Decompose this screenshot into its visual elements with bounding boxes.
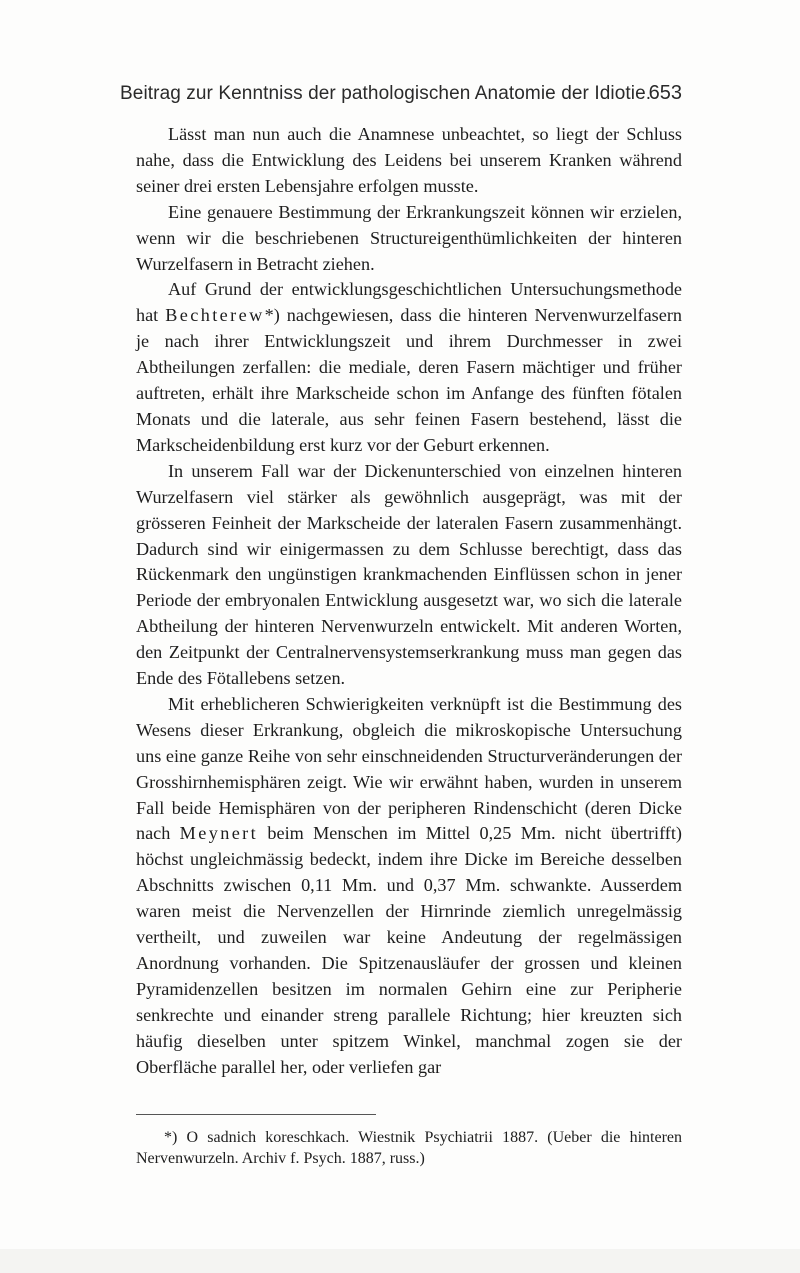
paragraph-text: beim Menschen im Mittel 0,25 Mm. nicht übertrifft) höchst ungleichmässig bedeckt, indem ihre Dicke im Bereiche desselben Abschnitts zwischen 0,11 Mm. und 0,37 Mm. schwankte. Ausserdem waren meist die Nervenzellen der Hirnrinde ziemlich unregelmässig vertheilt, und zuweilen war keine Andeutung der regelmässigen Anordnung vorhanden. Die Spitzenausläufer der grossen und kleinen Pyramidenzellen besitzen im normalen Gehirn eine zur Peripherie senkrechte und einander streng parallele Richtung; hier kreuzten sich häufig dieselben unter spitzem Winkel, manchmal zogen sie der Oberfläche parallel her, oder verliefen gar [136,823,682,1077]
page-bottom-edge [0,1249,800,1273]
paragraph [136,459,682,692]
author-name-meynert: Meynert [179,823,259,844]
paragraph-text: Mit erheblicheren Schwierigkeiten verknüpft ist die Bestimmung des Wesens dieser Erkrankung, obgleich die mikroskopische Untersuchung uns eine ganze Reihe von sehr einschneidenden Structurveränderungen der Grosshirnhemisphären zeigt. Wie wir erwähnt haben, wurden in unserem Fall beide Hemisphären von der peripheren Rindenschicht (deren Dicke nach [136,693,682,844]
paragraph [136,692,682,1081]
paragraph-text: In unserem Fall war der Dickenunterschied von einzelnen hinteren Wurzelfasern viel stärker als gewöhnlich ausgeprägt, was mit der grösseren Feinheit der Markscheide der lateralen Fasern zusammenhängt. Dadurch sind wir einigermassen zu dem Schlusse berechtigt, dass das Rückenmark den ungünstigen krankmachenden Einflüssen schon in jener Periode der embryonalen Entwicklung ausgesetzt war, wo sich die laterale Abtheilung der hinteren Nervenwurzeln entwickelt. Mit anderen Worten, den Zeitpunkt der Centralnervensystemserkrankung muss man gegen das Ende des Fötallebens setzen. [136,460,682,689]
author-name-bechterew: Bechterew [165,305,265,326]
paragraph-text: Eine genauere Bestimmung der Erkrankungszeit können wir erzielen, wenn wir die beschriebenen Structureigenthümlichkeiten der hinteren Wurzelfasern in Betracht ziehen. [136,201,682,274]
paragraph [136,277,682,458]
paragraph-text: *) nachgewiesen, dass die hinteren Nervenwurzelfasern je nach ihrer Entwicklungszeit und ihrem Durchmesser in zwei Abtheilungen zerfallen: die mediale, deren Fasern mächtiger und früher auftreten, erhält ihre Markscheide schon im Anfange des fünften fötalen Monats und die laterale, aus sehr feinen Fasern bestehend, lässt die Markscheidenbildung erst kurz vor der Geburt erkennen. [136,305,682,455]
paragraph-text: Lässt man nun auch die Anamnese unbeachtet, so liegt der Schluss nahe, dass die Entwicklung des Leidens bei unserem Kranken während seiner drei ersten Lebensjahre erfolgen musste. [136,124,682,196]
paragraph-text: Auf Grund der entwicklungsgeschichtlichen Untersuchungsmethode hat [136,279,682,326]
paragraph [136,200,682,278]
running-title: Beitrag zur Kenntniss der pathologischen Anatomie der Idiotie. [120,83,652,104]
body-text [136,122,682,1081]
footnote-divider [136,1114,376,1115]
paragraph [136,122,682,200]
footnote: *) O sadnich koreschkach. Wiestnik Psychiatrii 1887. (Ueber die hinteren Nervenwurzeln. Archiv f. Psych. 1887, russ.) [136,1129,682,1167]
page-number: 653 [648,82,682,104]
